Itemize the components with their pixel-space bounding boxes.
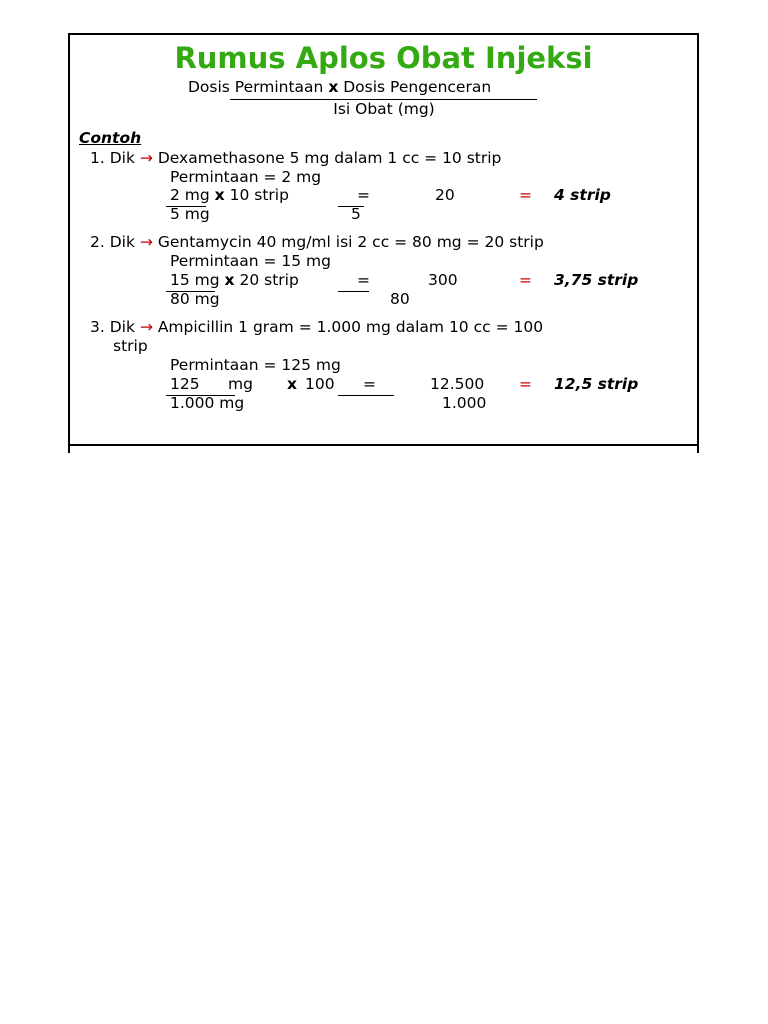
example-1-product: 20 xyxy=(435,186,455,204)
example-3-numerator-a: 125 xyxy=(170,375,200,393)
example-3-equals: = xyxy=(519,375,532,393)
formula-numerator-left: Dosis Permintaan xyxy=(188,78,324,96)
example-1-denominator: 5 mg xyxy=(170,205,210,223)
arrow-right-icon: → xyxy=(139,318,153,336)
example-2-equals: = xyxy=(519,271,532,289)
contoh-heading: Contoh xyxy=(79,129,142,147)
example-3-permintaan: Permintaan = 125 mg xyxy=(170,356,341,374)
example-1-divisor: 5 xyxy=(351,205,361,223)
arrow-right-icon: → xyxy=(139,233,153,251)
slide xyxy=(68,33,699,453)
example-2-numerator-b: 20 strip xyxy=(239,271,299,289)
example-3-numerator-b: 100 xyxy=(305,375,335,393)
formula-denominator: Isi Obat (mg) xyxy=(333,100,435,118)
slide-border-bottom xyxy=(68,444,699,446)
slide-title: Rumus Aplos Obat Injeksi xyxy=(174,41,593,75)
example-2-dik: Dik xyxy=(109,233,135,251)
example-1-numerator-b: 10 strip xyxy=(229,186,289,204)
example-1-equals: = xyxy=(519,186,532,204)
example-1-result: 4 strip xyxy=(554,186,611,204)
example-3-operator: x xyxy=(287,375,297,393)
example-3-given-continued: strip xyxy=(113,337,148,355)
formula-numerator-right: Dosis Pengenceran xyxy=(343,78,492,96)
example-3-eq-line xyxy=(338,395,394,396)
slide-border-right xyxy=(697,33,699,453)
example-2-number: 2. xyxy=(90,233,105,251)
formula-numerator xyxy=(188,78,491,97)
example-1-number: 1. xyxy=(90,149,105,167)
example-1-numerator xyxy=(170,186,289,205)
example-3-numerator-a-unit: mg xyxy=(228,375,253,393)
slide-border-top xyxy=(68,33,699,35)
example-2-text: Gentamycin 40 mg/ml isi 2 cc = 80 mg = 20 strip xyxy=(157,233,544,251)
example-2-numerator xyxy=(170,271,299,290)
example-1-operator: x xyxy=(214,186,225,204)
example-1-given xyxy=(90,149,501,168)
example-1-dik: Dik xyxy=(109,149,135,167)
example-2-divisor: 80 xyxy=(390,290,410,308)
example-3-given xyxy=(90,318,543,337)
arrow-right-icon: → xyxy=(139,149,153,167)
example-2-given xyxy=(90,233,544,252)
example-1-numerator-a: 2 mg xyxy=(170,186,210,204)
example-2-eq: = xyxy=(357,271,370,289)
example-2-eq-line xyxy=(338,291,369,292)
example-2-operator: x xyxy=(224,271,235,289)
example-2-denominator: 80 mg xyxy=(170,290,220,308)
example-3-denominator: 1.000 mg xyxy=(170,394,245,412)
example-2-product: 300 xyxy=(428,271,458,289)
example-1-text: Dexamethasone 5 mg dalam 1 cc = 10 strip xyxy=(157,149,502,167)
example-2-permintaan: Permintaan = 15 mg xyxy=(170,252,331,270)
example-3-dik: Dik xyxy=(109,318,135,336)
example-3-product: 12.500 xyxy=(430,375,485,393)
example-1-eq: = xyxy=(357,186,370,204)
example-3-eq: = xyxy=(363,375,376,393)
slide-border-left xyxy=(68,33,70,453)
formula-operator: x xyxy=(328,78,339,96)
example-3-result: 12,5 strip xyxy=(554,375,639,393)
example-1-permintaan: Permintaan = 2 mg xyxy=(170,168,322,186)
example-3-number: 3. xyxy=(90,318,105,336)
example-3-text: Ampicillin 1 gram = 1.000 mg dalam 10 cc = 100 xyxy=(157,318,544,336)
example-2-result: 3,75 strip xyxy=(554,271,639,289)
example-2-numerator-a: 15 mg xyxy=(170,271,220,289)
example-3-divisor: 1.000 xyxy=(442,394,487,412)
